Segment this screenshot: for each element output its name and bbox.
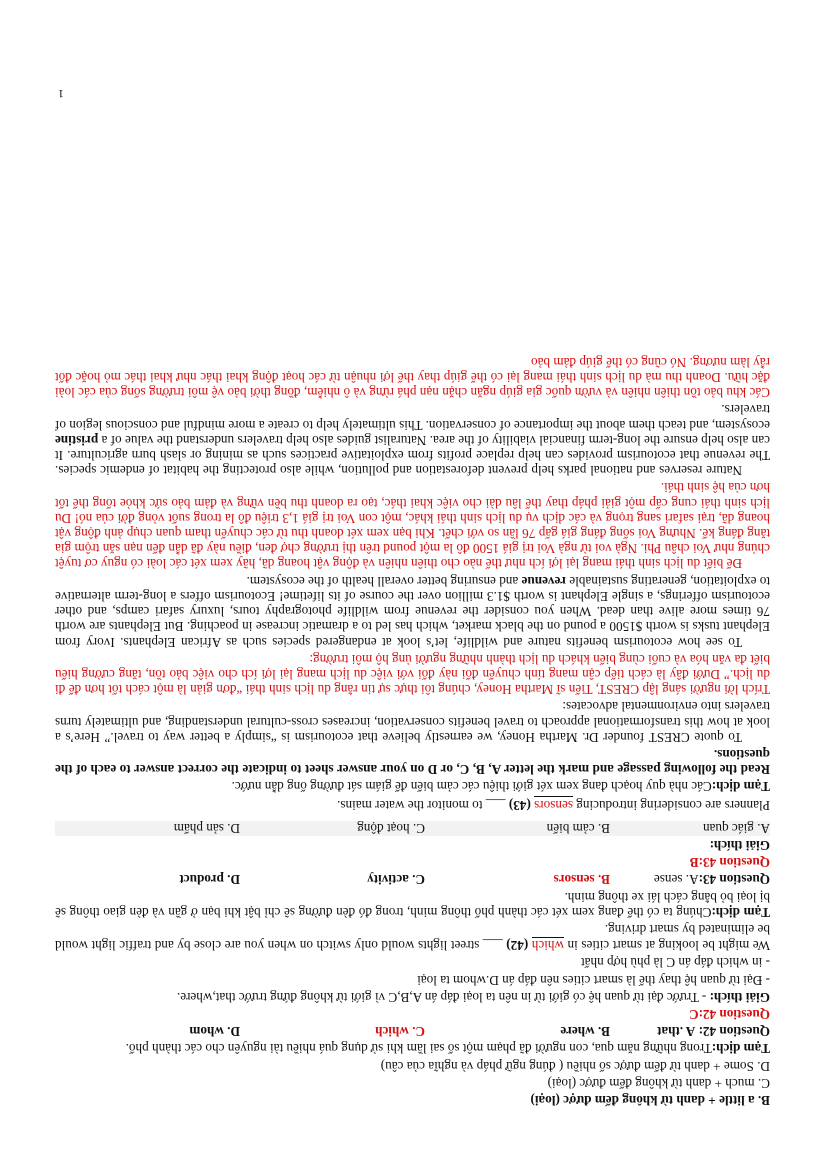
option-b: B. where — [560, 1024, 610, 1040]
option-d: D. whom — [189, 1024, 240, 1040]
explanation-line: - in which đáp án C là phù hợp nhất — [581, 955, 770, 971]
explanation-line: - Đại từ quan hệ thay thế là smart cities nên đáp án D.whom ta loại — [417, 972, 770, 988]
passage-paragraph: Nature reserves and national parks help prevent deforestation and pollution, while also protecting the habitat of endemic species. The revenue that ecotourism provides can help replace profits from exploitative practices such as mining or slash burn agriculture. It can also help ensure the long-term financial viability of the area. Naturalist guides also help travelers understand the value of a pristine ecosystem, and teach them about the importance of conservation. This ultimately help to create a more mindful and conscious legion of travelers. — [54, 402, 770, 479]
translation-line: Tạm dịch:Trong những năm qua, con người đã phạm một số sai lầm khi sử dụng quá nhiều tài nguyên cho các thành phố. — [125, 1041, 770, 1057]
option-meanings: A. giác quan B. cảm biến C. hoạt động D. sản phẩm — [55, 821, 770, 836]
translation-42: Tạm dịch:Chúng ta có thể đang xem xét các thành phố thông minh, trong đó đèn đường sẽ chỉ bật khi bạn ở gần và đèn giao thông sẽ bị loại bỏ bằng cách lái xe thông minh. — [54, 889, 770, 920]
option-b: B. sensors — [553, 872, 610, 888]
passage-paragraph: To quote CREST founder Dr. Martha Honey, we earnestly believe that ecotourism is “simply a better way to travel.” Here’s a look at how this transformational approach to travel benefits conservation, increases cross-cultural understanding, and ultimately turns travelers into environmental advocates: — [55, 699, 770, 745]
reading-instruction: Read the following passage and mark the letter A, B, C, or D on your answer sheet to indicate the correct answer to each of the questions. — [55, 746, 770, 778]
option-c: C. which — [375, 1024, 425, 1040]
answer-43: Question 43:B — [689, 855, 770, 871]
text-line: C. much + danh từ không đếm được (loại) — [547, 1075, 770, 1091]
paragraph-translation: Trích lời người sáng lập CREST, Tiến sĩ Martha Honey, chúng tôi thực sự tin rằng du lịch sinh thái “đơn giản là một cách tốt hơn để đi du lịch.” Dưới đây là cách tiếp cận mang tính chuyển đổi này đối với việc du lịch mang lại lợi ích cho việc bảo tồn, tăng cường hiểu biết đa văn hóa và cuối cùng biến khách du lịch thành những người ủng hộ môi trường: — [55, 651, 770, 698]
text-line: B. a little + danh từ không đếm được (loại) — [530, 1093, 770, 1108]
explanation-label: Giải thích: — [709, 837, 770, 853]
blank-fill: which — [531, 938, 564, 954]
option-c: C. activity — [367, 872, 425, 888]
paragraph-translation: Để biết du lịch sinh thái mang lại lợi ích như thế nào cho thiên nhiên và động vật hoang dã, hãy xem xét các loài có nguy cơ tuyệt chủng như Voi châu Phi. Ngà voi từ ngà Voi trị giá 1500 đô la một pound trên thị trường chợ đen, điều này đã dẫn đến nạn săn trộm gia tăng đáng kể. Nhưng Voi sống đáng giá gấp 76 lần so với chết. Khi bạn xem xét doanh thu từ các chuyến tham quan chụp ảnh động vật hoang dã, trại safari sang trọng và các dịch vụ du lịch sinh thái khác, một con Voi trị giá 1,3 triệu đô la trong suốt vòng đời của nó! Du lịch sinh thái cung cấp một giải pháp thay thế lâu dài cho việc khai thác, tạo ra doanh thu bền vững và đảm bảo sức khỏe tổng thể tốt hơn của hệ sinh thái. — [55, 480, 770, 572]
page-number: 1 — [58, 87, 64, 101]
sentence-43: Planners are considering introducing sensors (43) ___ to monitor the water mains. — [337, 797, 770, 813]
passage-paragraph: To see how ecotourism benefits nature and wildlife, let’s look at endangered species such as African Elephants. Ivory from Elephant tusks is worth $1500 a pound on the black market, which has led to a dramatic increase in poaching. But Elephants are worth 76 times more alive than dead. When you consider the revenue from wildlife photography tours, luxury safari camps, and other ecotourism offerings, a single Elephant is worth $1.3 million over the course of its lifetime! Ecotourism offers a long-term alternative to exploitation, generating sustainable revenue and ensuring better overall health of the ecosystem. — [55, 573, 770, 650]
paragraph-translation: Các khu bảo tồn thiên nhiên và vườn quốc gia giúp ngăn chặn nạn phá rừng và ô nhiễm, đồng thời bảo vệ môi trường sống của các loài đặc hữu. Doanh thu mà du lịch sinh thái mang lại có thể giúp thay thế lợi nhuận từ các hoạt động khai thác như khai thác mỏ hoặc đốt rẫy làm nương. Nó cũng có thể giúp đảm bảo — [55, 354, 770, 401]
option-d: D. product — [179, 872, 240, 888]
label: Tạm dịch: — [711, 1041, 770, 1057]
blank-fill: sensors — [534, 797, 573, 813]
page-content — [55, 353, 770, 1108]
explanation-42: Giải thích: - Trước đại từ quan hệ có giới từ in nên ta loại đáp án A,B,C vì giới từ không đứng trước that,where. — [176, 989, 770, 1005]
question-43-options: Question 43:A. sense B. sensors C. activity D. product — [55, 872, 770, 887]
sentence-42: We might be looking at smart cities in which (42) ___ street lights would only switch on when you are close by and traffic light would be eliminated by smart driving. — [54, 921, 770, 954]
text-line: D. Some + danh từ đếm được số nhiều ( đúng ngữ pháp và nghĩa của câu) — [380, 1058, 770, 1074]
translation-43: Tạm dịch:Các nhà quy hoạch đang xem xét giới thiệu các cảm biến để giám sát đường ống dẫn nước. — [231, 779, 770, 795]
question-42-options: Question 42: A .that B. where C. which D. whom — [55, 1024, 770, 1039]
answer-42: Question 42:C — [689, 1006, 770, 1022]
